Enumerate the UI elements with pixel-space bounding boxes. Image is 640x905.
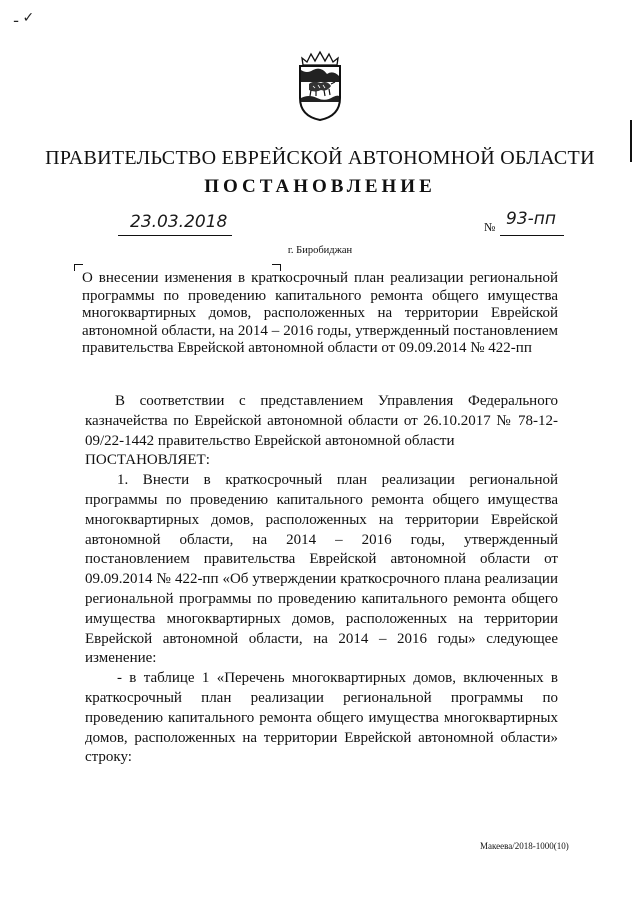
city: г. Биробиджан — [287, 245, 353, 256]
number-label: № — [484, 220, 496, 234]
document-type: ПОСТАНОВЛЕНИЕ — [204, 176, 436, 197]
item-1-sub-paragraph: - в таблице 1 «Перечень многоквартирных домов, включенных в краткосрочный план реализации региональной программы по проведению капитального ремонта общего имущества многоквартирных домов, расположенных на территории Еврейской автономной области» строку: — [85, 670, 558, 766]
document-subject: О внесении изменения в краткосрочный план реализации региональной программы по проведению капитального ремонта общего имущества многоквартирных домов, расположенных на территории Еврейской автономной области, на 2014 – 2016 годы, утвержденный постановлением правительства Еврейской автономной области от 09.09.2014 № 422-пп — [82, 270, 558, 356]
document-date: 23.03.2018 — [130, 212, 228, 232]
government-title: ПРАВИТЕЛЬСТВО ЕВРЕЙСКОЙ АВТОНОМНОЙ ОБЛАСТИ — [45, 147, 595, 169]
decree-word: ПОСТАНОВЛЯЕТ: — [85, 452, 210, 469]
document-number: 93-пп — [506, 209, 556, 229]
coat-of-arms-emblem — [297, 50, 343, 122]
item-1-paragraph: 1. Внести в краткосрочный план реализации региональной программы по проведению капитального ремонта общего имущества многоквартирных домов, расположенных на территории Еврейской автономной области, на 2014 – 2016 годы, утвержденный постановлением правительства Еврейской автономной области от 09.09.2014 № 422-пп «Об утверждении краткосрочного плана реализации региональной программы по проведению капитального ремонта общего имущества многоквартирных домов, расположенных на территории Еврейской автономной области, на 2014 – 2016 годы» следующее изменение: — [85, 472, 558, 667]
document-body — [85, 392, 558, 768]
footer-code: Макеева/2018-1000(10) — [480, 841, 569, 851]
intro-paragraph: В соответствии с представлением Управления Федерального казначейства по Еврейской автономной области от 26.10.2017 № 78-12-09/22-1442 правительство Еврейской автономной области — [85, 393, 558, 449]
scan-mark: ـ ✓ — [14, 10, 35, 26]
